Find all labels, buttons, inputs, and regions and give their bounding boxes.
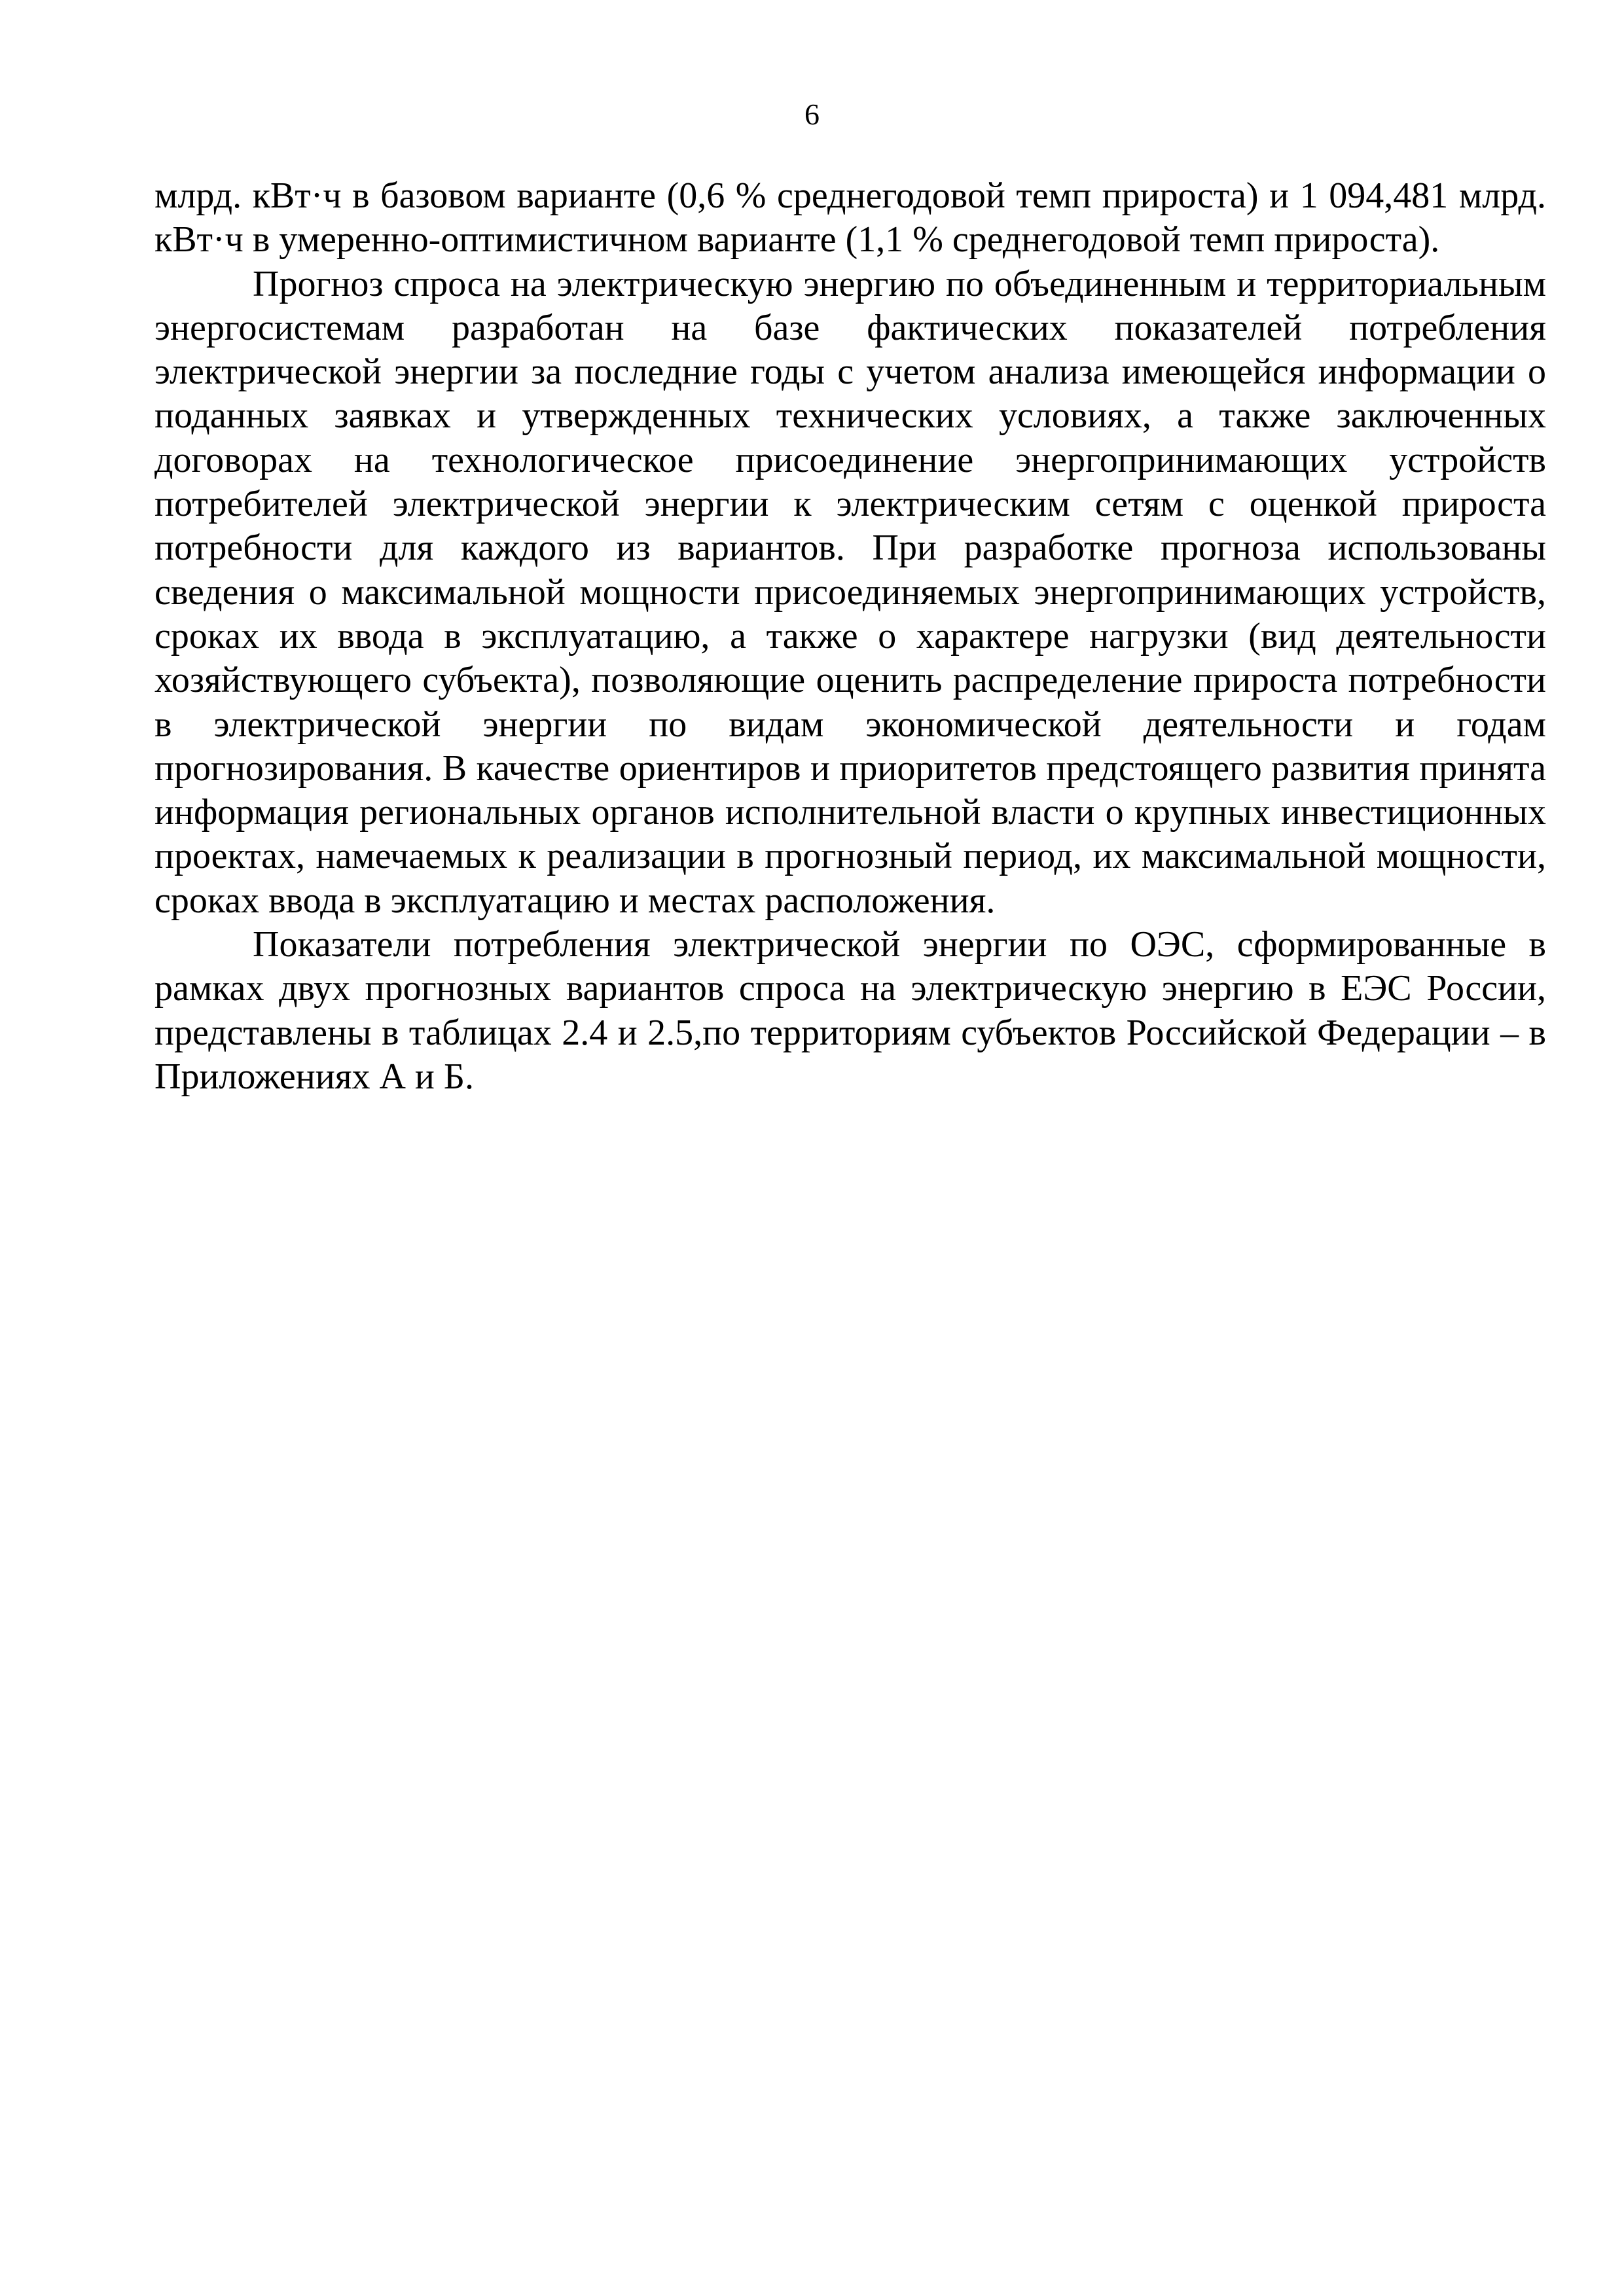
paragraph-consumption-indicators: Показатели потребления электрической энергии по ОЭС, сформированные в рамках двух прогнозных вариантов спроса на электрическую энергию в ЕЭС России, представлены в таблицах 2.4 и 2.5,по территориям субъектов Российской Федерации – в Приложениях А и Б. [154, 924, 1546, 1097]
paragraph-continuation: млрд. кВт·ч в базовом варианте (0,6 % среднегодовой темп прироста) и 1 094,481 млрд. кВт·ч в умеренно-оптимистичном варианте (1,1 % среднегодовой темп прироста). [154, 175, 1546, 260]
page-number: 6 [804, 98, 820, 131]
paragraph-demand-forecast: Прогноз спроса на электрическую энергию по объединенным и территориальным энергосистемам разработан на базе фактических показателей потребления электрической энергии за последние годы с учетом анализа имеющейся информации о поданных заявках и утвержденных технических условиях, а также заключенных договорах на технологическое присоединение энергопринимающих устройств потребителей электрической энергии к электрическим сетям с оценкой прироста потребности для каждого из вариантов. При разработке прогноза использованы сведения о максимальной мощности присоединяемых энергопринимающих устройств, сроках их ввода в эксплуатацию, а также о характере нагрузки (вид деятельности хозяйствующего субъекта), позволяющие оценить распределение прироста потребности в электрической энергии по видам экономической деятельности и годам прогнозирования. В качестве ориентиров и приоритетов предстоящего развития принята информация региональных органов исполнительной власти о крупных инвестиционных проектах, намечаемых к реализации в прогнозный период, их максимальной мощности, сроках ввода в эксплуатацию и местах расположения. [154, 263, 1546, 921]
document-body [154, 174, 1546, 1099]
